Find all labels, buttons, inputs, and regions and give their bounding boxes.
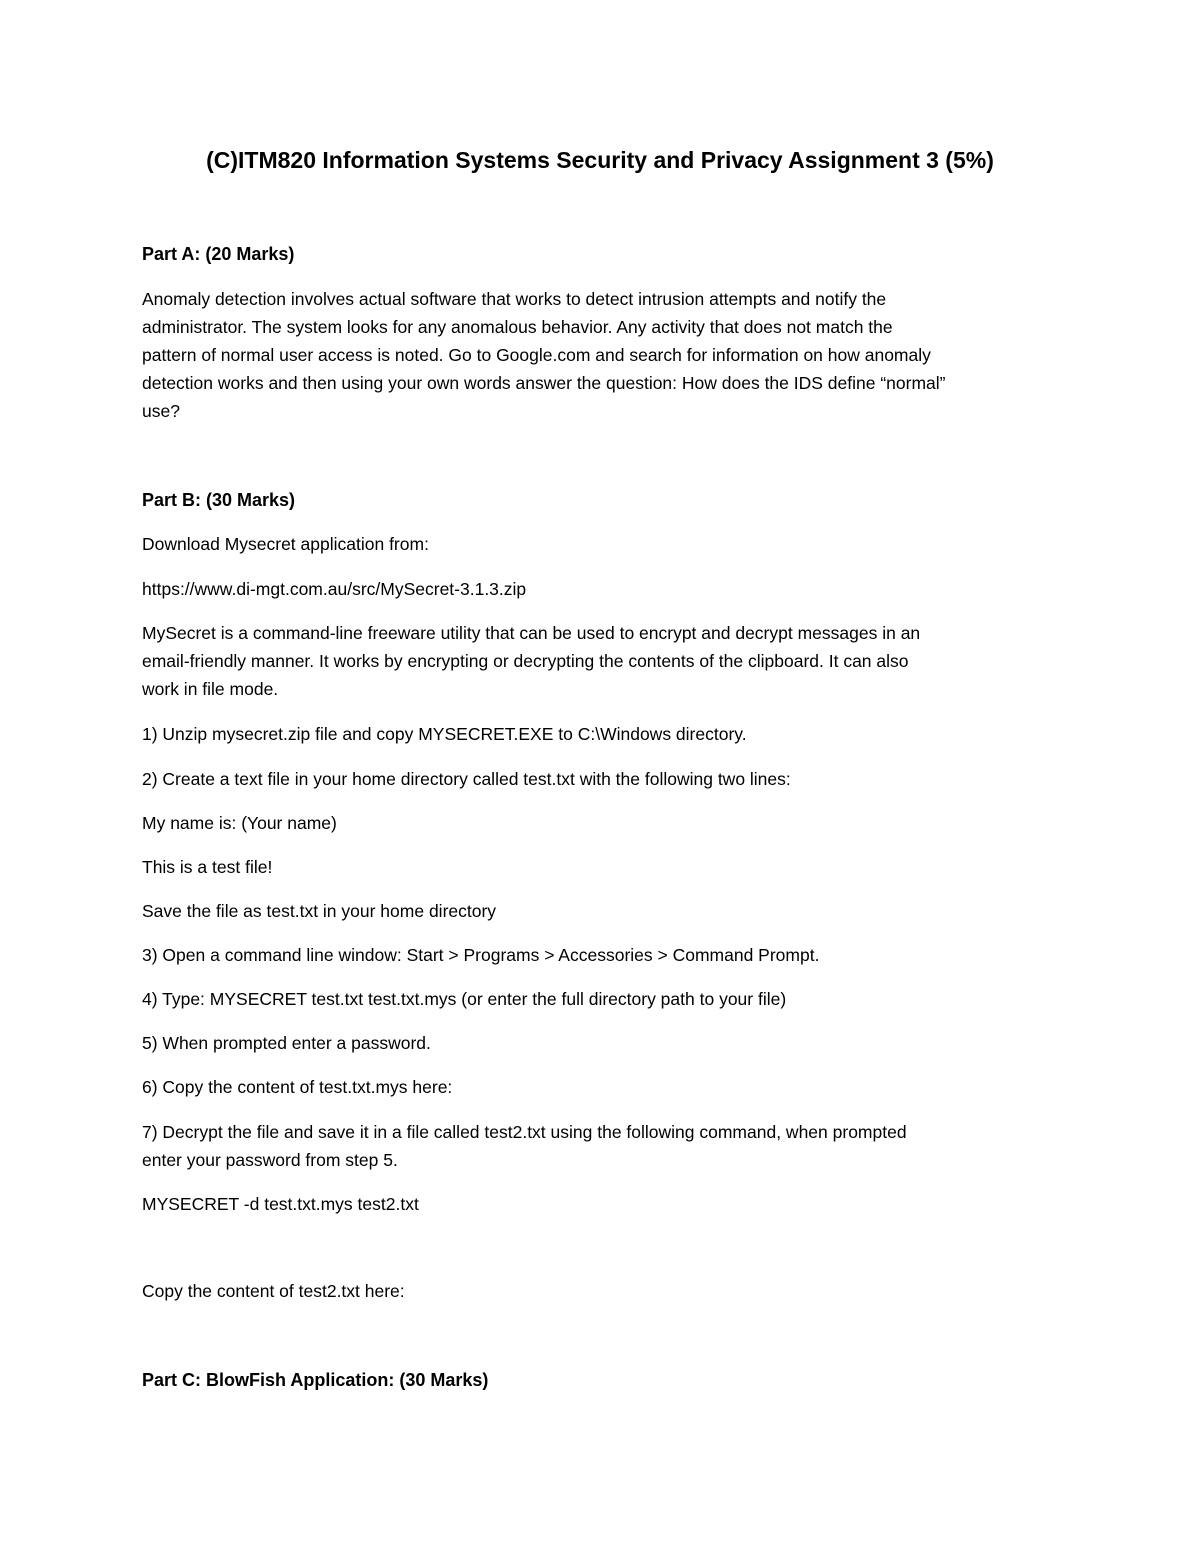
part-b-heading: Part B: (30 Marks) [142, 490, 296, 510]
part-a-paragraph-line: Anomaly detection involves actual software that works to detect intrusion attempts and notify the [142, 289, 887, 309]
copy-test2-instruction: Copy the content of test2.txt here: [142, 1281, 405, 1301]
step-3: 3) Open a command line window: Start > Programs > Accessories > Command Prompt. [142, 945, 820, 965]
part-a-paragraph-line: detection works and then using your own words answer the question: How does the IDS define “normal” [142, 373, 946, 393]
mysecret-description-line: MySecret is a command-line freeware utility that can be used to encrypt and decrypt messages in an [142, 623, 921, 643]
part-a-paragraph-line: pattern of normal user access is noted. Go to Google.com and search for information on how anomaly [142, 345, 931, 365]
part-c-heading: Part C: BlowFish Application: (30 Marks) [142, 1370, 489, 1390]
part-a-paragraph-line: administrator. The system looks for any anomalous behavior. Any activity that does not match the [142, 317, 893, 337]
mysecret-description-line: work in file mode. [142, 679, 279, 699]
step-5: 5) When prompted enter a password. [142, 1033, 431, 1053]
download-url: https://www.di-mgt.com.au/src/MySecret-3.1.3.zip [142, 579, 527, 599]
step-7-line: 7) Decrypt the file and save it in a file called test2.txt using the following command, when prompted [142, 1122, 907, 1142]
file-content-line-1: My name is: (Your name) [142, 813, 337, 833]
file-content-line-2: This is a test file! [142, 857, 273, 877]
step-7-line: enter your password from step 5. [142, 1150, 398, 1170]
mysecret-description-line: email-friendly manner. It works by encrypting or decrypting the contents of the clipboard. It can also [142, 651, 909, 671]
save-instruction: Save the file as test.txt in your home directory [142, 901, 497, 921]
part-a-heading: Part A: (20 Marks) [142, 244, 295, 264]
step-2: 2) Create a text file in your home directory called test.txt with the following two lines: [142, 769, 791, 789]
decrypt-command: MYSECRET -d test.txt.mys test2.txt [142, 1194, 419, 1214]
step-4: 4) Type: MYSECRET test.txt test.txt.mys (or enter the full directory path to your file) [142, 989, 787, 1009]
step-1: 1) Unzip mysecret.zip file and copy MYSECRET.EXE to C:\Windows directory. [142, 724, 747, 744]
document-title: (C)ITM820 Information Systems Security and Privacy Assignment 3 (5%) [206, 147, 994, 173]
step-6: 6) Copy the content of test.txt.mys here: [142, 1077, 453, 1097]
part-a-paragraph-line: use? [142, 401, 180, 421]
download-instruction: Download Mysecret application from: [142, 534, 429, 554]
